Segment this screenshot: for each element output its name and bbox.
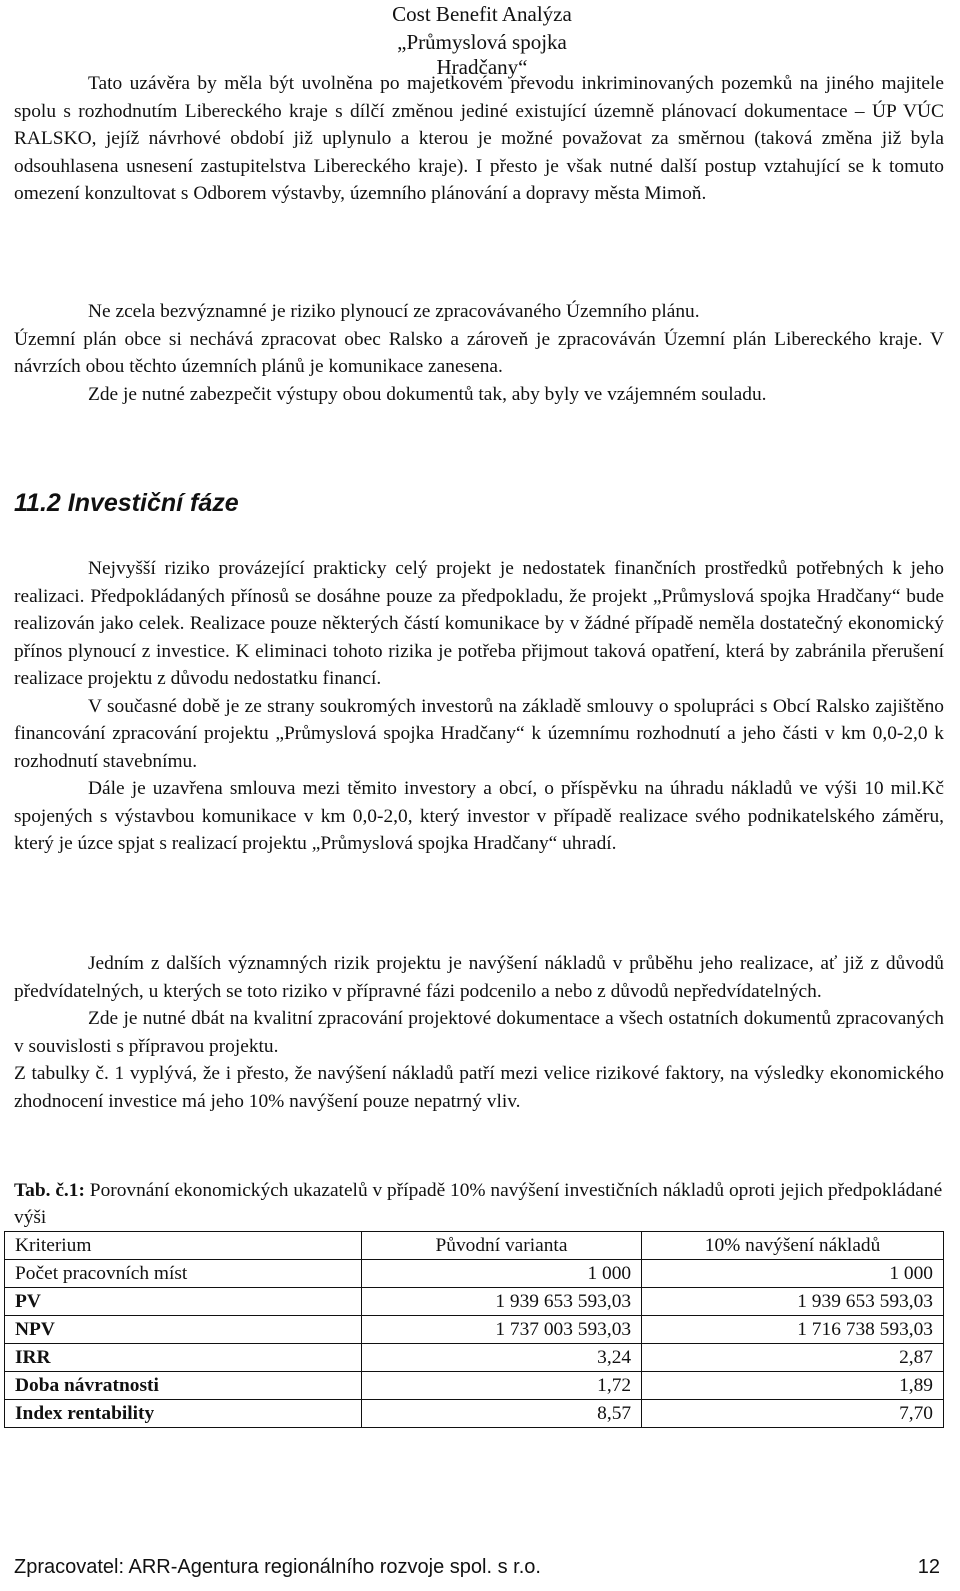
cell-value: 1,72 [361, 1372, 641, 1400]
paragraph: Nejvyšší riziko provázející prakticky celý projekt je nedostatek finančních prostředků potřebných k jeho realizaci. Předpokládaných přínosů se dosáhne pouze za předpokladu, že projekt „Průmyslová spojka Hradčany“ bude realizován jako celek. Realizace pouze některých částí komunikace by v žádné případě neměla dostatečný ekonomický přínos plynoucí z investice. K eliminaci tohoto rizika je potřeba přijmout taková opatření, která by zabránila přerušení realizace projektu z důvodu nedostatku financí. [14, 558, 944, 689]
cell-value: 3,24 [361, 1344, 641, 1372]
paragraph: Z tabulky č. 1 vyplývá, že i přesto, že navýšení nákladů patří mezi velice rizikové faktory, na výsledky ekonomického zhodnocení investice má jeho 10% navýšení pouze nepatrný vliv. [14, 1063, 944, 1112]
row-label: IRR [5, 1344, 362, 1372]
cell-value: 1 716 738 593,03 [642, 1316, 944, 1344]
cell-value: 2,87 [642, 1344, 944, 1372]
row-label: NPV [5, 1316, 362, 1344]
row-label: Doba návratnosti [5, 1372, 362, 1400]
cell-value: 1 737 003 593,03 [361, 1316, 641, 1344]
paragraph-block-1 [14, 70, 944, 208]
paragraph: Tato uzávěra by měla být uvolněna po majetkovém převodu inkriminovaných pozemků na jiného majitele spolu s rozhodnutím Libereckého kraje s dílčí změnou jediné existující územně plánovací dokumentace – ÚP VÚC RALSKO, jejíž návrhové období již uplynulo a kterou je možné považovat za směrnou (taková změna již byla odsouhlasena usnesení zastupitelstva Libereckého kraje). I přesto je však nutné další postup vztahující se k tomuto omezení konzultovat s Odborem výstavby, územního plánování a dopravy města Mimoň. [14, 73, 944, 204]
paragraph: Zde je nutné dbát na kvalitní zpracování projektové dokumentace a všech ostatních dokumentů zpracovaných v souvislosti s přípravou projektu. [14, 1008, 944, 1057]
table-header-row [5, 1232, 944, 1260]
header-title: Cost Benefit Analýza [392, 2, 572, 26]
paragraph: Zde je nutné zabezpečit výstupy obou dokumentů tak, aby byly ve vzájemném souladu. [88, 383, 767, 405]
paragraph: Ne zcela bezvýznamné je riziko plynoucí ze zpracovávaného Územního plánu. [88, 301, 700, 322]
paragraph-block-2 [14, 298, 944, 408]
cell-value: 1 939 653 593,03 [361, 1288, 641, 1316]
table-caption-text: Porovnání ekonomických ukazatelů v případě 10% navýšení investičních nákladů oproti jejich předpokládané výši [14, 1180, 943, 1228]
cell-value: 8,57 [361, 1400, 641, 1428]
column-header: 10% navýšení nákladů [642, 1232, 944, 1260]
table-row [5, 1400, 944, 1428]
cell-value: 1 939 653 593,03 [642, 1288, 944, 1316]
paragraph: Jedním z dalších významných rizik projektu je navýšení nákladů v průběhu jeho realizace, ať již z důvodů předvídatelných, u kterých se toto riziko v přípravné fázi podcenilo a nebo z důvodů nepředvídatelných. [14, 953, 944, 1002]
table-row [5, 1260, 944, 1288]
column-header: Původní varianta [361, 1232, 641, 1260]
cell-value: 1,89 [642, 1372, 944, 1400]
table-caption-label: Tab. č.1: [14, 1180, 85, 1201]
footer-author: Zpracovatel: ARR-Agentura regionálního rozvoje spol. s r.o. [14, 1556, 541, 1578]
column-header: Kriterium [5, 1232, 362, 1260]
section-heading: 11.2 Investiční fáze [14, 489, 239, 517]
row-label: PV [5, 1288, 362, 1316]
row-label: Počet pracovních míst [5, 1260, 362, 1288]
cell-value: 1 000 [642, 1260, 944, 1288]
paragraph: Dále je uzavřena smlouva mezi těmito investory a obcí, o příspěvku na úhradu nákladů ve výši 10 mil.Kč spojených s výstavbou komunikace v km 0,0-2,0, který investor v případě realizace svého podnikatelského záměru, který je úzce spjat s realizací projektu „Průmyslová spojka Hradčany“ uhradí. [14, 778, 944, 854]
paragraph-block-4 [14, 950, 944, 1115]
table-caption [14, 1177, 944, 1231]
header-subtitle: „Průmyslová spojka Hradčany“ [397, 30, 567, 79]
cell-value: 1 000 [361, 1260, 641, 1288]
row-label: Index rentability [5, 1400, 362, 1428]
table-row [5, 1372, 944, 1400]
page-number: 12 [917, 1556, 940, 1578]
comparison-table [4, 1231, 944, 1428]
table-row [5, 1344, 944, 1372]
page-footer [14, 1556, 940, 1579]
cell-value: 7,70 [642, 1400, 944, 1428]
paragraph-block-3 [14, 555, 944, 858]
paragraph: V současné době je ze strany soukromých investorů na základě smlouvy o spolupráci s Obcí Ralsko zajištěno financování zpracování projektu „Průmyslová spojka Hradčany“ k územnímu rozhodnutí a jeho části v km 0,0-2,0 k rozhodnutí stavebnímu. [14, 695, 944, 772]
table-row [5, 1288, 944, 1316]
table-row [5, 1316, 944, 1344]
paragraph: Územní plán obce si nechává zpracovat obec Ralsko a zároveň je zpracováván Územní plán Libereckého kraje. V návrzích obou těchto územních plánů je komunikace zanesena. [14, 328, 944, 377]
